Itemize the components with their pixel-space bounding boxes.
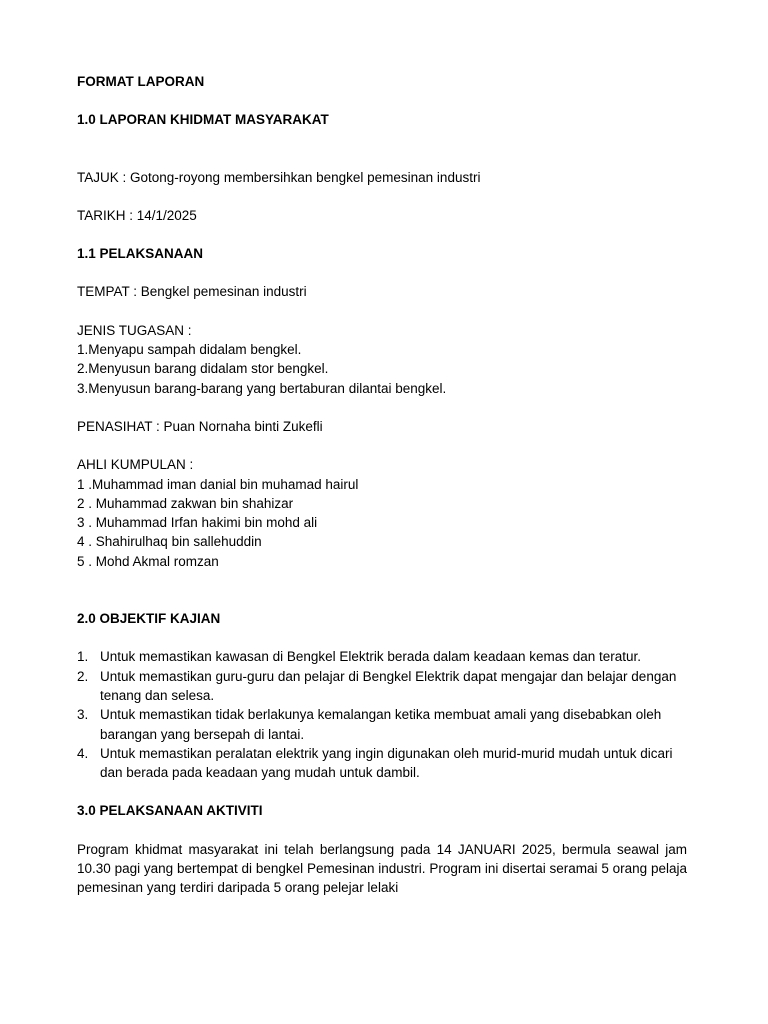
ahli-item: 4 . Shahirulhaq bin sallehuddin — [77, 534, 262, 550]
section-1-title: 1.0 LAPORAN KHIDMAT MASYARAKAT — [77, 112, 329, 128]
objektif-item — [77, 705, 687, 744]
section-3-title: 3.0 PELAKSANAAN AKTIVITI — [77, 803, 263, 819]
objektif-item — [77, 647, 687, 666]
objektif-list — [77, 647, 687, 782]
section-3-body: Program khidmat masyarakat ini telah berlangsung pada 14 JANUARI 2025, bermula seawal jam 10.30 pagi yang bertempat di bengkel Pemesinan industri. Program ini disertai seramai 5 orang pelaja pemesinan yang terdiri daripada 5 orang pelejar lelaki — [77, 841, 687, 896]
objektif-number: 2. — [77, 668, 89, 684]
objektif-number: 4. — [77, 745, 89, 761]
objektif-text: Untuk memastikan peralatan elektrik yang ingin digunakan oleh murid-murid mudah untuk dicari dan berada pada keadaan yang mudah untuk dambil. — [100, 745, 673, 781]
objektif-item — [77, 667, 687, 706]
section-2-title: 2.0 OBJEKTIF KAJIAN — [77, 611, 221, 627]
ahli-item: 3 . Muhammad Irfan hakimi bin mohd ali — [77, 515, 318, 531]
document-body — [77, 72, 687, 898]
ahli-item: 5 . Mohd Akmal romzan — [77, 553, 219, 569]
tugasan-item: 2.Menyusun barang didalam stor bengkel. — [77, 361, 329, 377]
ahli-list — [77, 475, 687, 571]
objektif-item — [77, 744, 687, 783]
ahli-kumpulan-label: AHLI KUMPULAN : — [77, 457, 194, 473]
tarikh-line: TARIKH : 14/1/2025 — [77, 207, 197, 223]
tugasan-item: 1.Menyapu sampah didalam bengkel. — [77, 342, 302, 358]
tugasan-list — [77, 340, 687, 398]
objektif-text: Untuk memastikan guru-guru dan pelajar di Bengkel Elektrik dapat mengajar dan belajar dengan tenang dan selesa. — [100, 668, 677, 703]
jenis-tugasan-label: JENIS TUGASAN : — [77, 322, 192, 338]
objektif-text: Untuk memastikan tidak berlakunya kemalangan ketika membuat amali yang disebabkan oleh barangan yang bersepah di lantai. — [100, 707, 662, 742]
tugasan-item: 3.Menyusun barang-barang yang bertaburan dilantai bengkel. — [77, 380, 447, 396]
format-title: FORMAT LAPORAN — [77, 74, 205, 89]
ahli-item: 1 .Muhammad iman danial bin muhamad hairul — [77, 476, 359, 492]
ahli-item: 2 . Muhammad zakwan bin shahizar — [77, 495, 294, 511]
tajuk-line: TAJUK : Gotong-royong membersihkan bengkel pemesinan industri — [77, 169, 481, 185]
objektif-text: Untuk memastikan kawasan di Bengkel Elektrik berada dalam keadaan kemas dan teratur. — [100, 649, 642, 665]
section-1-1-title: 1.1 PELAKSANAAN — [77, 246, 204, 262]
tempat-line: TEMPAT : Bengkel pemesinan industri — [77, 284, 307, 300]
objektif-number: 1. — [77, 649, 89, 665]
objektif-number: 3. — [77, 707, 89, 723]
penasihat-line: PENASIHAT : Puan Nornaha binti Zukefli — [77, 418, 323, 434]
